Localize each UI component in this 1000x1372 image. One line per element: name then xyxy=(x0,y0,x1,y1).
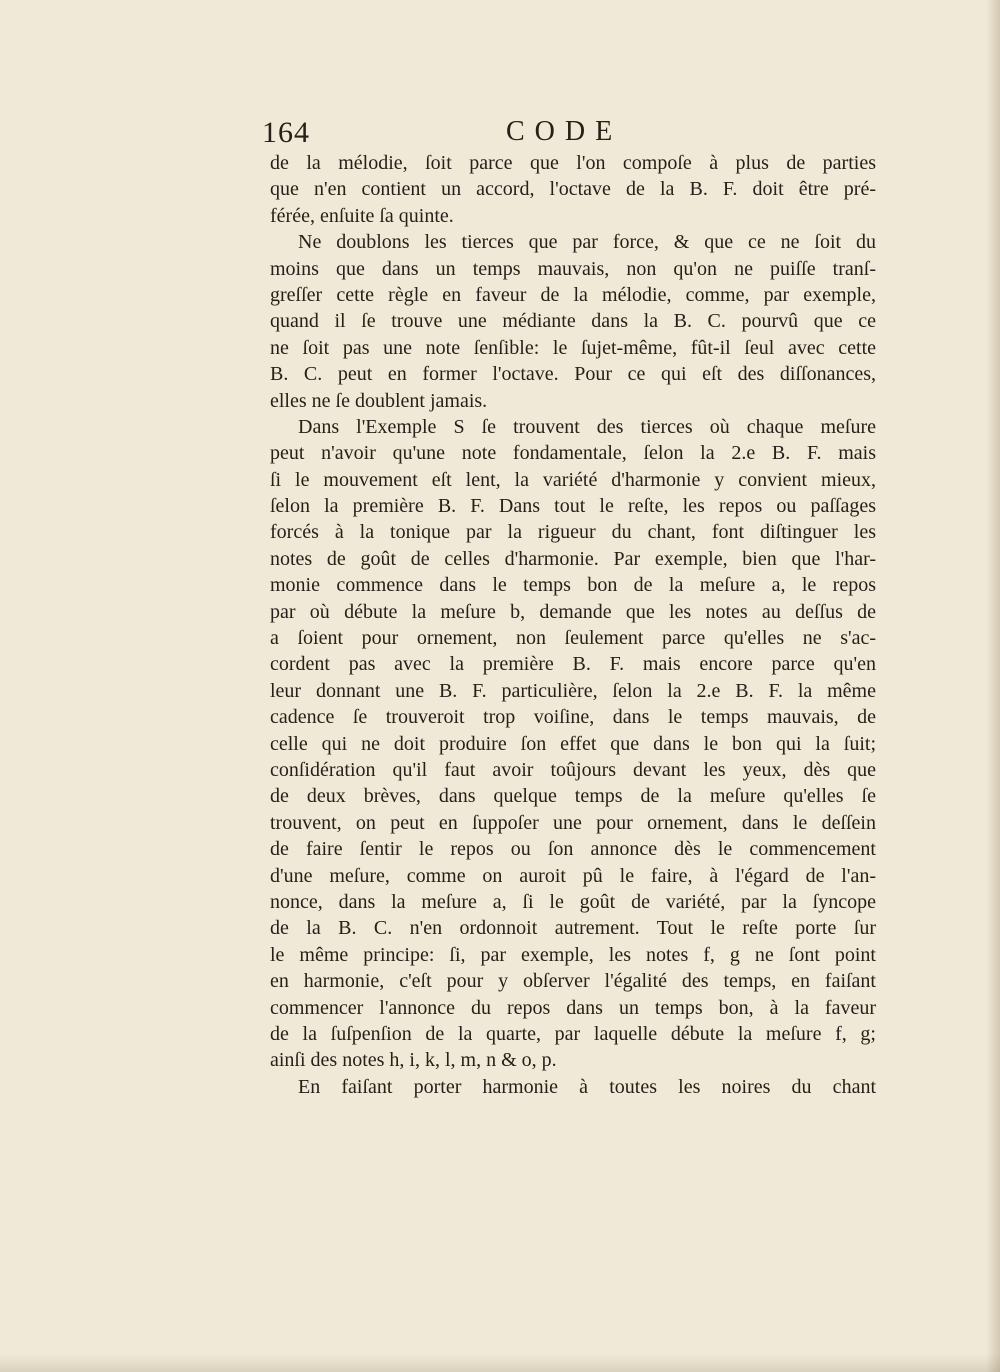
text-line: elles ne ſe doublent jamais. xyxy=(270,389,488,412)
text-line: Dans l'Exemple S ſe trouvent des tierces où chaque meſure xyxy=(298,415,876,438)
text-line: quand il ſe trouve une médiante dans la B. C. pourvû que ce xyxy=(270,310,876,333)
text-line: par où débute la meſure b, demande que les notes au deſſus de xyxy=(270,600,876,623)
text-line: nonce, dans la meſure a, ſi le goût de variété, par la ſyncope xyxy=(270,890,876,913)
text-line: forcés à la tonique par la rigueur du chant, font diſtinguer les xyxy=(270,521,876,544)
text-line: Ne doublons les tierces que par force, & que ce ne ſoit du xyxy=(298,231,876,254)
text-line: trouvent, on peut en ſuppoſer une pour ornement, dans le deſſein xyxy=(270,811,876,834)
text-line: notes de goût de celles d'harmonie. Par exemple, bien que l'har- xyxy=(270,547,876,570)
text-line: de la mélodie, ſoit parce que l'on compoſe à plus de parties xyxy=(270,152,876,174)
text-line: peut n'avoir qu'une note fondamentale, ſelon la 2.e B. F. mais xyxy=(270,442,876,465)
text-line: de la ſuſpenſion de la quarte, par laquelle débute la meſure f, g; xyxy=(270,1022,876,1045)
text-line: monie commence dans le temps bon de la meſure a, le repos xyxy=(270,574,876,597)
body-text xyxy=(270,150,876,1100)
text-line: que n'en contient un accord, l'octave de la B. F. doit être pré- xyxy=(270,178,876,201)
text-line: B. C. peut en former l'octave. Pour ce qui eſt des diſſonances, xyxy=(270,363,876,386)
page-number: 164 xyxy=(262,116,310,149)
text-line: ne ſoit pas une note ſenſible: le ſujet-même, fût-il ſeul avec cette xyxy=(270,336,876,359)
page-bottom-shadow xyxy=(0,1354,1000,1372)
text-line: d'une meſure, comme on auroit pû le faire, à l'égard de l'an- xyxy=(270,864,876,887)
running-title: CODE xyxy=(506,116,623,147)
text-line: le même principe: ſi, par exemple, les notes f, g ne ſont point xyxy=(270,943,876,966)
text-line: celle qui ne doit produire ſon effet que dans le bon qui la ſuit; xyxy=(270,732,876,755)
text-line: ſi le mouvement eſt lent, la variété d'harmonie y convient mieux, xyxy=(270,468,876,491)
text-line: En faiſant porter harmonie à toutes les noires du chant xyxy=(298,1075,876,1098)
text-line: cordent pas avec la première B. F. mais encore parce qu'en xyxy=(270,653,876,676)
text-line: de deux brèves, dans quelque temps de la meſure qu'elles ſe xyxy=(270,785,876,808)
text-line: de la B. C. n'en ordonnoit autrement. Tout le reſte porte ſur xyxy=(270,917,876,940)
text-line: de faire ſentir le repos ou ſon annonce dès le commencement xyxy=(270,838,876,861)
text-line: férée, enſuite ſa quinte. xyxy=(270,204,454,227)
text-line: ſelon la première B. F. Dans tout le reſte, les repos ou paſſages xyxy=(270,495,876,518)
text-line: commencer l'annonce du repos dans un temps bon, à la faveur xyxy=(270,996,876,1019)
text-line: moins que dans un temps mauvais, non qu'on ne puiſſe tranſ- xyxy=(270,257,876,280)
text-line: greſſer cette règle en faveur de la mélodie, comme, par exemple, xyxy=(270,283,876,306)
text-line: cadence ſe trouveroit trop voiſine, dans le temps mauvais, de xyxy=(270,706,876,729)
text-line: conſidération qu'il faut avoir toûjours devant les yeux, dès que xyxy=(270,758,876,781)
page-edge-shadow xyxy=(986,0,1000,1372)
text-line: ainſi des notes h, i, k, l, m, n & o, p. xyxy=(270,1049,557,1072)
text-line: a ſoient pour ornement, non ſeulement parce qu'elles ne s'ac- xyxy=(270,627,876,650)
text-line: leur donnant une B. F. particulière, ſelon la 2.e B. F. la même xyxy=(270,679,876,702)
text-line: en harmonie, c'eſt pour y obſerver l'égalité des temps, en faiſant xyxy=(270,970,876,993)
